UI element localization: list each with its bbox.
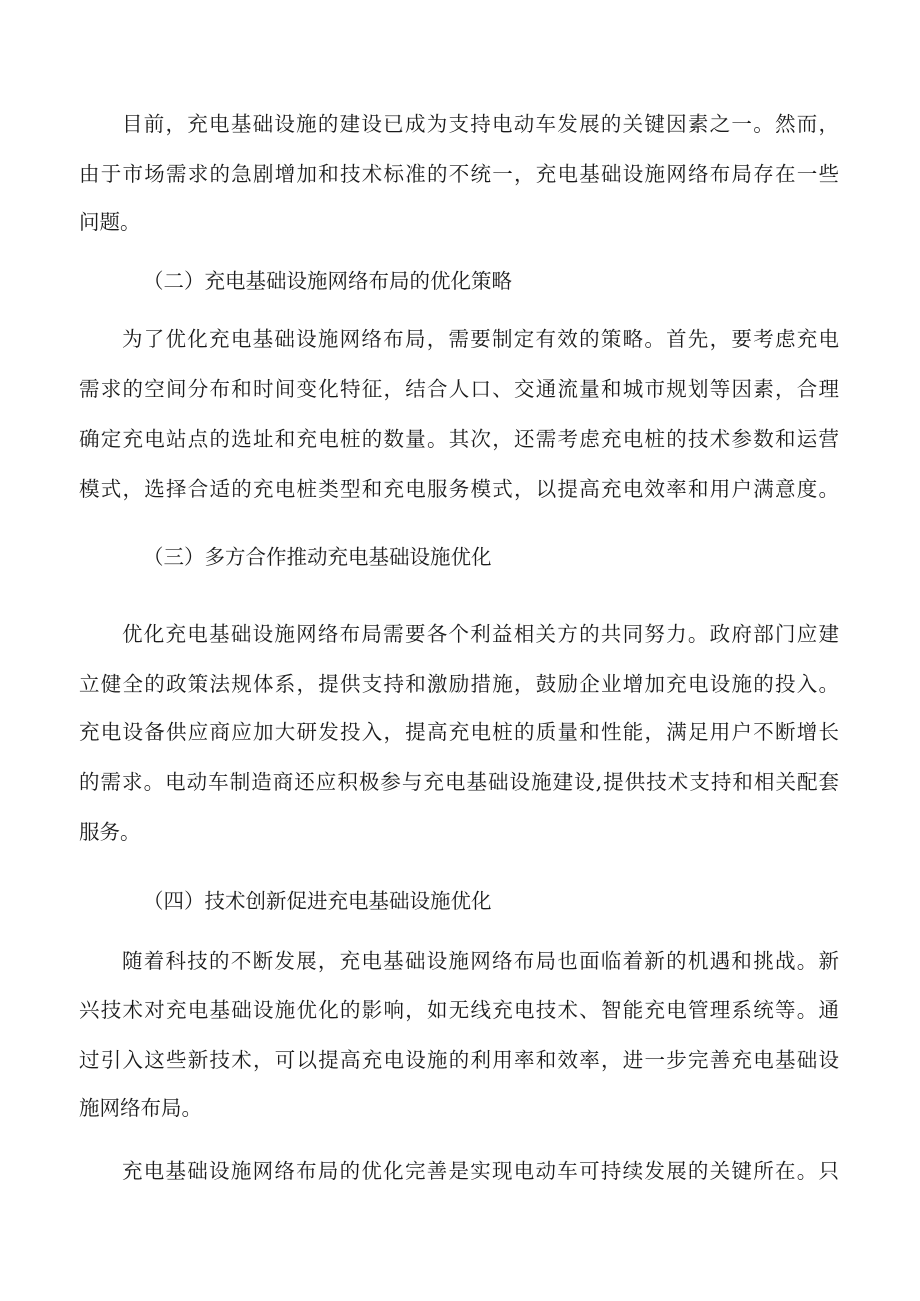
text-line: 过引入这些新技术，可以提高充电设施的利用率和效率，进一步完善充电基础设	[79, 1048, 839, 1072]
text-line: 兴技术对充电基础设施优化的影响，如无线充电技术、智能充电管理系统等。通	[79, 998, 839, 1022]
text-line: 问题。	[79, 210, 141, 234]
section-heading-3: （三）多方合作推动充电基础设施优化	[143, 545, 492, 569]
section-heading-4: （四）技术创新促进充电基础设施优化	[143, 889, 492, 913]
text-line: 优化充电基础设施网络布局需要各个利益相关方的共同努力。政府部门应建	[122, 622, 839, 646]
text-line: 模式，选择合适的充电桩类型和充电服务模式，以提高充电效率和用户满意度。	[79, 477, 839, 501]
text-line: 施网络布局。	[79, 1096, 202, 1120]
text-line: 充电基础设施网络布局的优化完善是实现电动车可持续发展的关键所在。只	[122, 1159, 839, 1183]
text-line: 需求的空间分布和时间变化特征，结合人口、交通流量和城市规划等因素，合理	[79, 377, 839, 401]
text-line: 的需求。电动车制造商还应积极参与充电基础设施建设,提供技术支持和相关配套	[79, 770, 839, 794]
text-line: 充电设备供应商应加大研发投入，提高充电桩的质量和性能，满足用户不断增长	[79, 720, 839, 744]
text-line: 确定充电站点的选址和充电桩的数量。其次，还需考虑充电桩的技术参数和运营	[79, 427, 839, 451]
text-line: 为了优化充电基础设施网络布局，需要制定有效的策略。首先，要考虑充电	[122, 327, 839, 351]
text-line: 由于市场需求的急剧增加和技术标准的不统一，充电基础设施网络布局存在一些	[79, 162, 839, 186]
section-heading-2: （二）充电基础设施网络布局的优化策略	[143, 269, 512, 293]
text-line: 目前，充电基础设施的建设已成为支持电动车发展的关键因素之一。然而，	[122, 112, 839, 136]
text-line: 服务。	[79, 820, 141, 844]
text-line: 立健全的政策法规体系，提供支持和激励措施，鼓励企业增加充电设施的投入。	[79, 672, 839, 696]
text-line: 随着科技的不断发展，充电基础设施网络布局也面临着新的机遇和挑战。新	[122, 949, 839, 973]
